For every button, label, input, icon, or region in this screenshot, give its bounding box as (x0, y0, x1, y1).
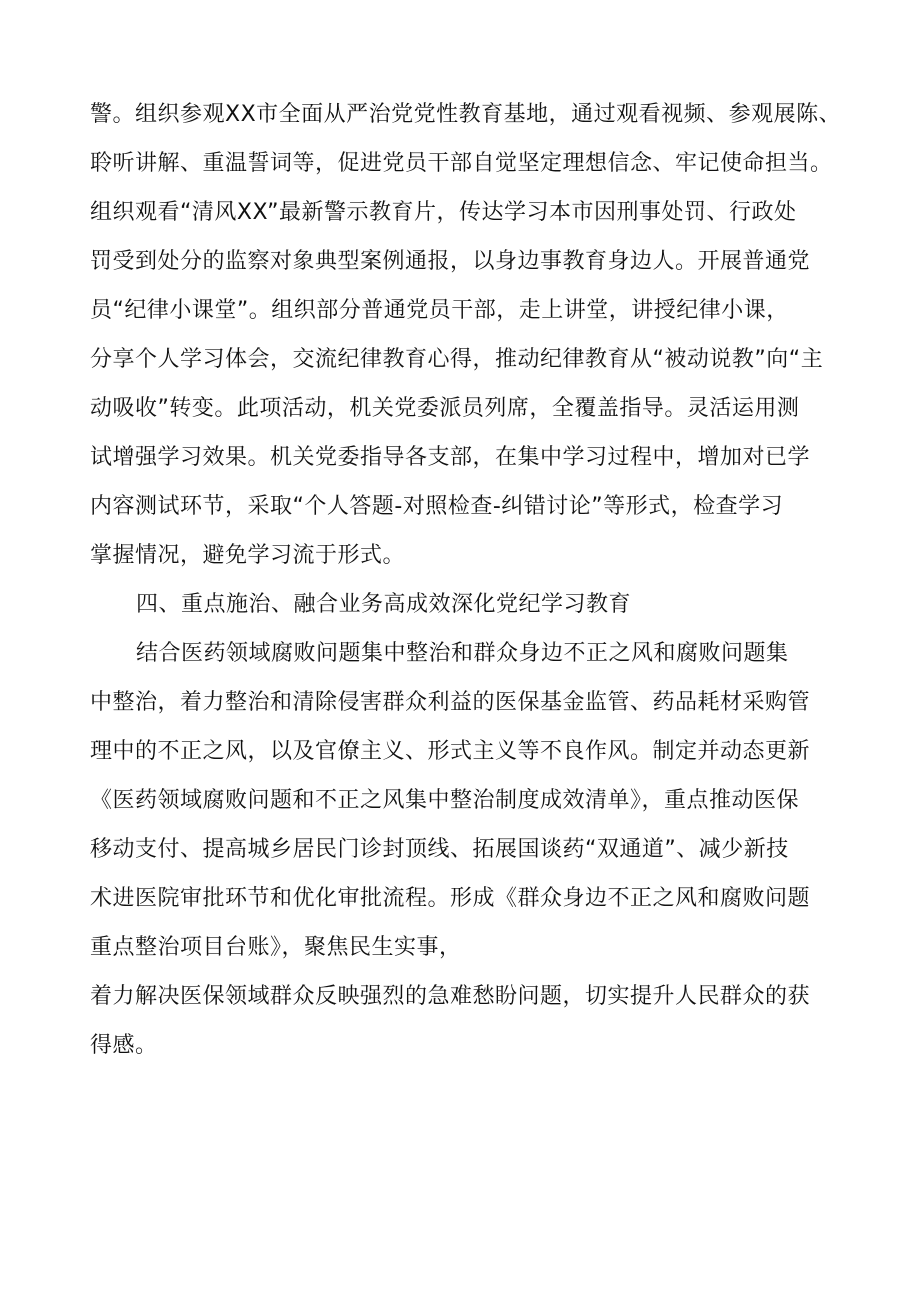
text-line: 理中的不正之风，以及官僚主义、形式主义等不良作风。制定并动态更新 (90, 739, 811, 764)
text-line: 警。组织参观XX市全面从严治党党性教育基地，通过观看视频、参观展陈、 (90, 102, 842, 127)
text-line: 术进医院审批环节和优化审批流程。形成《群众身边不正之风和腐败问题 (90, 886, 811, 911)
text-line: 掌握情况，避免学习流于形式。 (90, 543, 406, 568)
section-heading: 四、重点施治、融合业务高成效深化党纪学习教育 (136, 592, 632, 617)
text-line: 员“纪律小课堂”。组织部分普通党员干部，走上讲堂，讲授纪律小课， (90, 298, 789, 323)
text-line: 罚受到处分的监察对象典型案例通报，以身边事教育身边人。开展普通党 (90, 249, 811, 274)
text-line: 着力解决医保领域群众反映强烈的急难愁盼问题，切实提升人民群众的获 (90, 984, 811, 1009)
text-line: 移动支付、提高城乡居民门诊封顶线、拓展国谈药“双通道”、减少新技 (90, 837, 789, 862)
text-line: 聆听讲解、重温誓词等，促进党员干部自觉坚定理想信念、牢记使命担当。 (90, 151, 833, 176)
text-line: 《医药领域腐败问题和不正之风集中整治制度成效清单》，重点推动医保 (90, 788, 800, 813)
text-line: 试增强学习效果。机关党委指导各支部，在集中学习过程中，增加对已学 (90, 445, 811, 470)
text-line: 动吸收”转变。此项活动，机关党委派员列席，全覆盖指导。灵活运用测 (90, 396, 800, 421)
text-line: 组织观看“清风XX”最新警示教育片，传达学习本市因刑事处罚、行政处 (90, 200, 797, 225)
document-body (90, 90, 842, 1070)
paragraph-first-line: 结合医药领域腐败问题集中整治和群众身边不正之风和腐败问题集 (136, 641, 789, 666)
text-line: 重点整治项目台账》，聚焦民生实事， (90, 935, 462, 960)
text-line: 中整治，着力整治和清除侵害群众利益的医保基金监管、药品耗材采购管 (90, 690, 811, 715)
text-line: 分享个人学习体会，交流纪律教育心得，推动纪律教育从“被动说教”向“主 (90, 347, 824, 372)
text-line: 内容测试环节，采取“个人答题-对照检查-纠错讨论”等形式，检查学习 (90, 494, 784, 519)
text-line: 得感。 (90, 1033, 158, 1058)
